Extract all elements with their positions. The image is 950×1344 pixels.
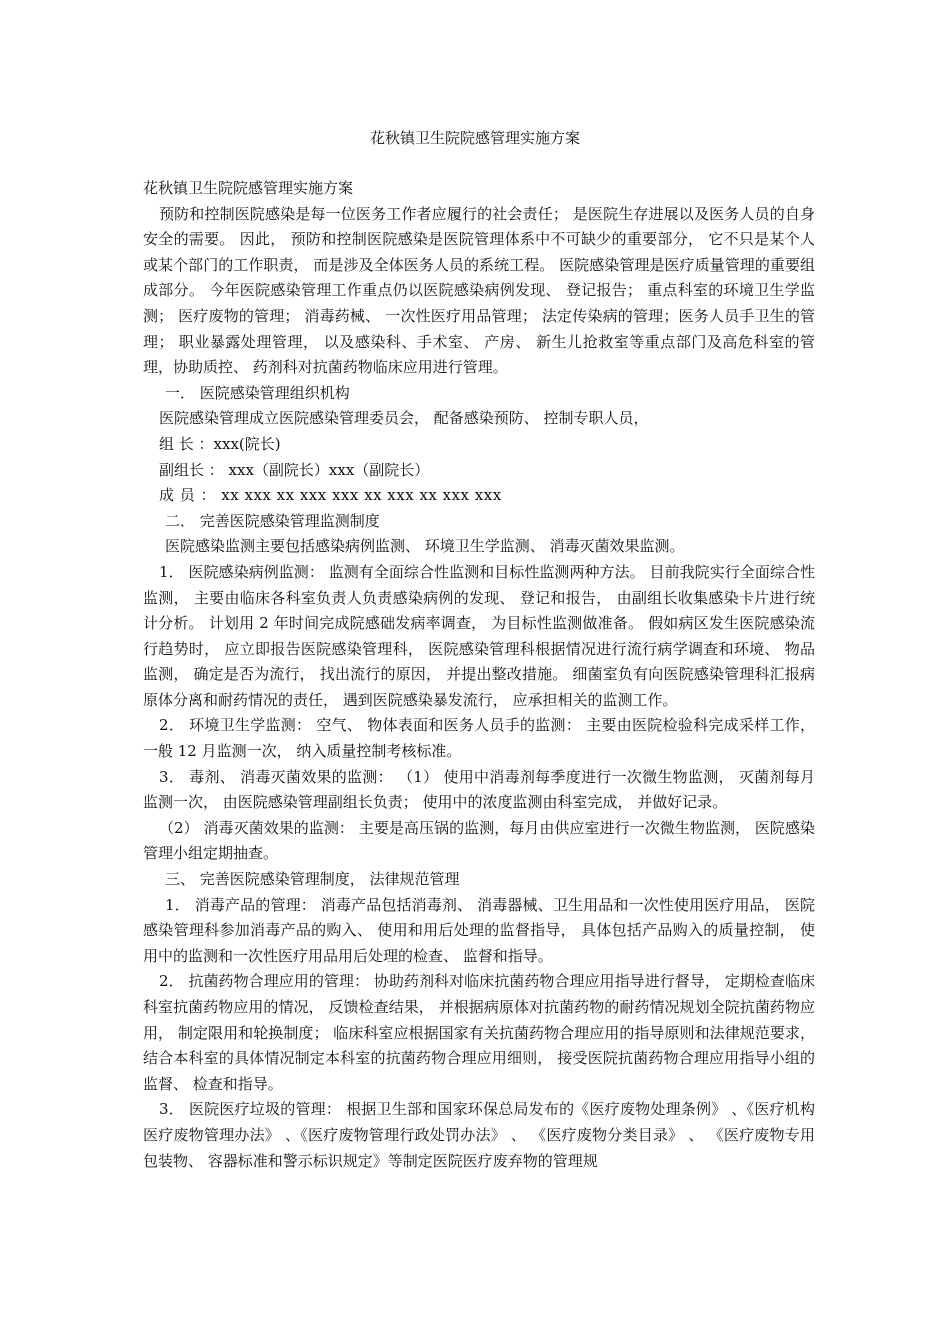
- paragraph-leader: 组 长 ：xxx(院长): [159, 434, 281, 453]
- paragraph-environment-monitoring: 2． 环境卫生学监测： 空气、 物体表面和医务人员手的监测： 主要由医院检验科完成采样工作， 一般 12 月监测一次， 纳入质量控制考核标准。: [143, 716, 815, 761]
- paragraph-members: 成 员 ： xx xxx xx xxx xxx xx xxx xx xxx xxx: [159, 486, 502, 505]
- paragraph-medical-waste: 3． 医院医疗垃圾的管理： 根据卫生部和国家环保总局发布的《医疗废物处理条例》 、《医疗机构医疗废物管理办法》 、《医疗废物管理行政处罚办法》 、 《医疗废物分类目录》 、 《医疗废物专用包装物、 容器标准和警示标识规定》等制定医院医疗废弃物的管理规: [143, 1100, 815, 1170]
- document-body: [143, 176, 815, 1174]
- paragraph-deputy-leader: 副组长 ： xxx（副院长）xxx（副院长）: [159, 460, 430, 479]
- paragraph-antibiotics: 2． 抗菌药物合理应用的管理： 协助药剂科对临床抗菌药物合理应用指导进行督导， 定期检查临床科室抗菌药物应用的情况， 反馈检查结果， 并根据病原体对抗菌药物的耐药情况规划全院抗菌药物应用， 制定限用和轮换制度； 临床科室应根据国家有关抗菌药物合理应用的指导原则和法律规范要求， 结合本科室的具体情况制定本科室的抗菌药物合理应用细则， 接受医院抗菌药物合理应用指导小组的监督、 检查和指导。: [143, 972, 815, 1093]
- section-heading-3: 三、 完善医院感染管理制度， 法律规范管理: [165, 870, 460, 889]
- paragraph-case-monitoring: 1． 医院感染病例监测： 监测有全面综合性监测和目标性监测两种方法。 目前我院实行全面综合性监测， 主要由临床各科室负责人负责感染病例的发现、 登记和报告， 由副组长收集感染卡片进行统计分析。 计划用 2 年时间完成院感础发病率调查， 为目标性监测做准备。 假如病区发生医院感染流行趋势时， 应立即报告医院感染管理科， 医院感染管理科根据情况进行流行病学调查和环境、 物品监测， 确定是否为流行， 找出流行的原因， 并提出整改措施。 细菌室负有向医院感染管理科汇报病原体分离和耐药情况的责任， 遇到医院感染暴发流行， 应承担相关的监测工作。: [143, 562, 815, 709]
- section-heading-1: 一． 医院感染管理组织机构: [165, 383, 350, 402]
- paragraph-disinfection-products: 1． 消毒产品的管理： 消毒产品包括消毒剂、 消毒器械、卫生用品和一次性使用医疗用品， 医院感染管理科参加消毒产品的购入、 使用和用后处理的监督指导， 具体包括产品购入的质量控制， 使用中的监测和一次性医疗用品用后处理的检查、 监督和指导。: [143, 895, 815, 965]
- document-title: 花秋镇卫生院院感管理实施方案: [369, 129, 580, 147]
- paragraph-intro: 预防和控制医院感染是每一位医务工作者应履行的社会责任； 是医院生存进展以及医务人员的自身安全的需要。 因此， 预防和控制医院感染是医院管理体系中不可缺少的重要部分， 它不只是某个人或某个部门的工作职责， 而是涉及全体医务人员的系统工程。 医院感染管理是医疗质量管理的重要组成部分。 今年医院感染管理工作重点仍以医院感染病例发现、 登记报告； 重点科室的环境卫生学监测； 医疗废物的管理； 消毒药械、 一次性医疗用品管理； 法定传染病的管理；医务人员手卫生的管理； 职业暴露处理管理， 以及感染科、手术室、 产房、 新生儿抢救室等重点部门及高危科室的管理，协助质控、 药剂科对抗菌药物临床应用进行管理。: [143, 204, 815, 377]
- paragraph-heading: 花秋镇卫生院院感管理实施方案: [143, 179, 354, 197]
- paragraph-committee: 医院感染管理成立医院感染管理委员会， 配备感染预防、 控制专职人员，: [159, 409, 649, 428]
- paragraph-disinfectant-monitoring: 3． 毒剂、 消毒灭菌效果的监测： （1） 使用中消毒剂每季度进行一次微生物监测， 灭菌剂每月监测一次， 由医院感染管理副组长负责； 使用中的浓度监测由科室完成， 并做好记录。: [143, 767, 815, 812]
- paragraph-monitoring-overview: 医院感染监测主要包括感染病例监测、 环境卫生学监测、 消毒灭菌效果监测。: [165, 537, 685, 556]
- section-heading-2: 二． 完善医院感染管理监测制度: [165, 511, 380, 530]
- paragraph-sterilization-monitoring: （2） 消毒灭菌效果的监测： 主要是高压锅的监测，每月由供应室进行一次微生物监测， 医院感染管理小组定期抽查。: [143, 818, 815, 863]
